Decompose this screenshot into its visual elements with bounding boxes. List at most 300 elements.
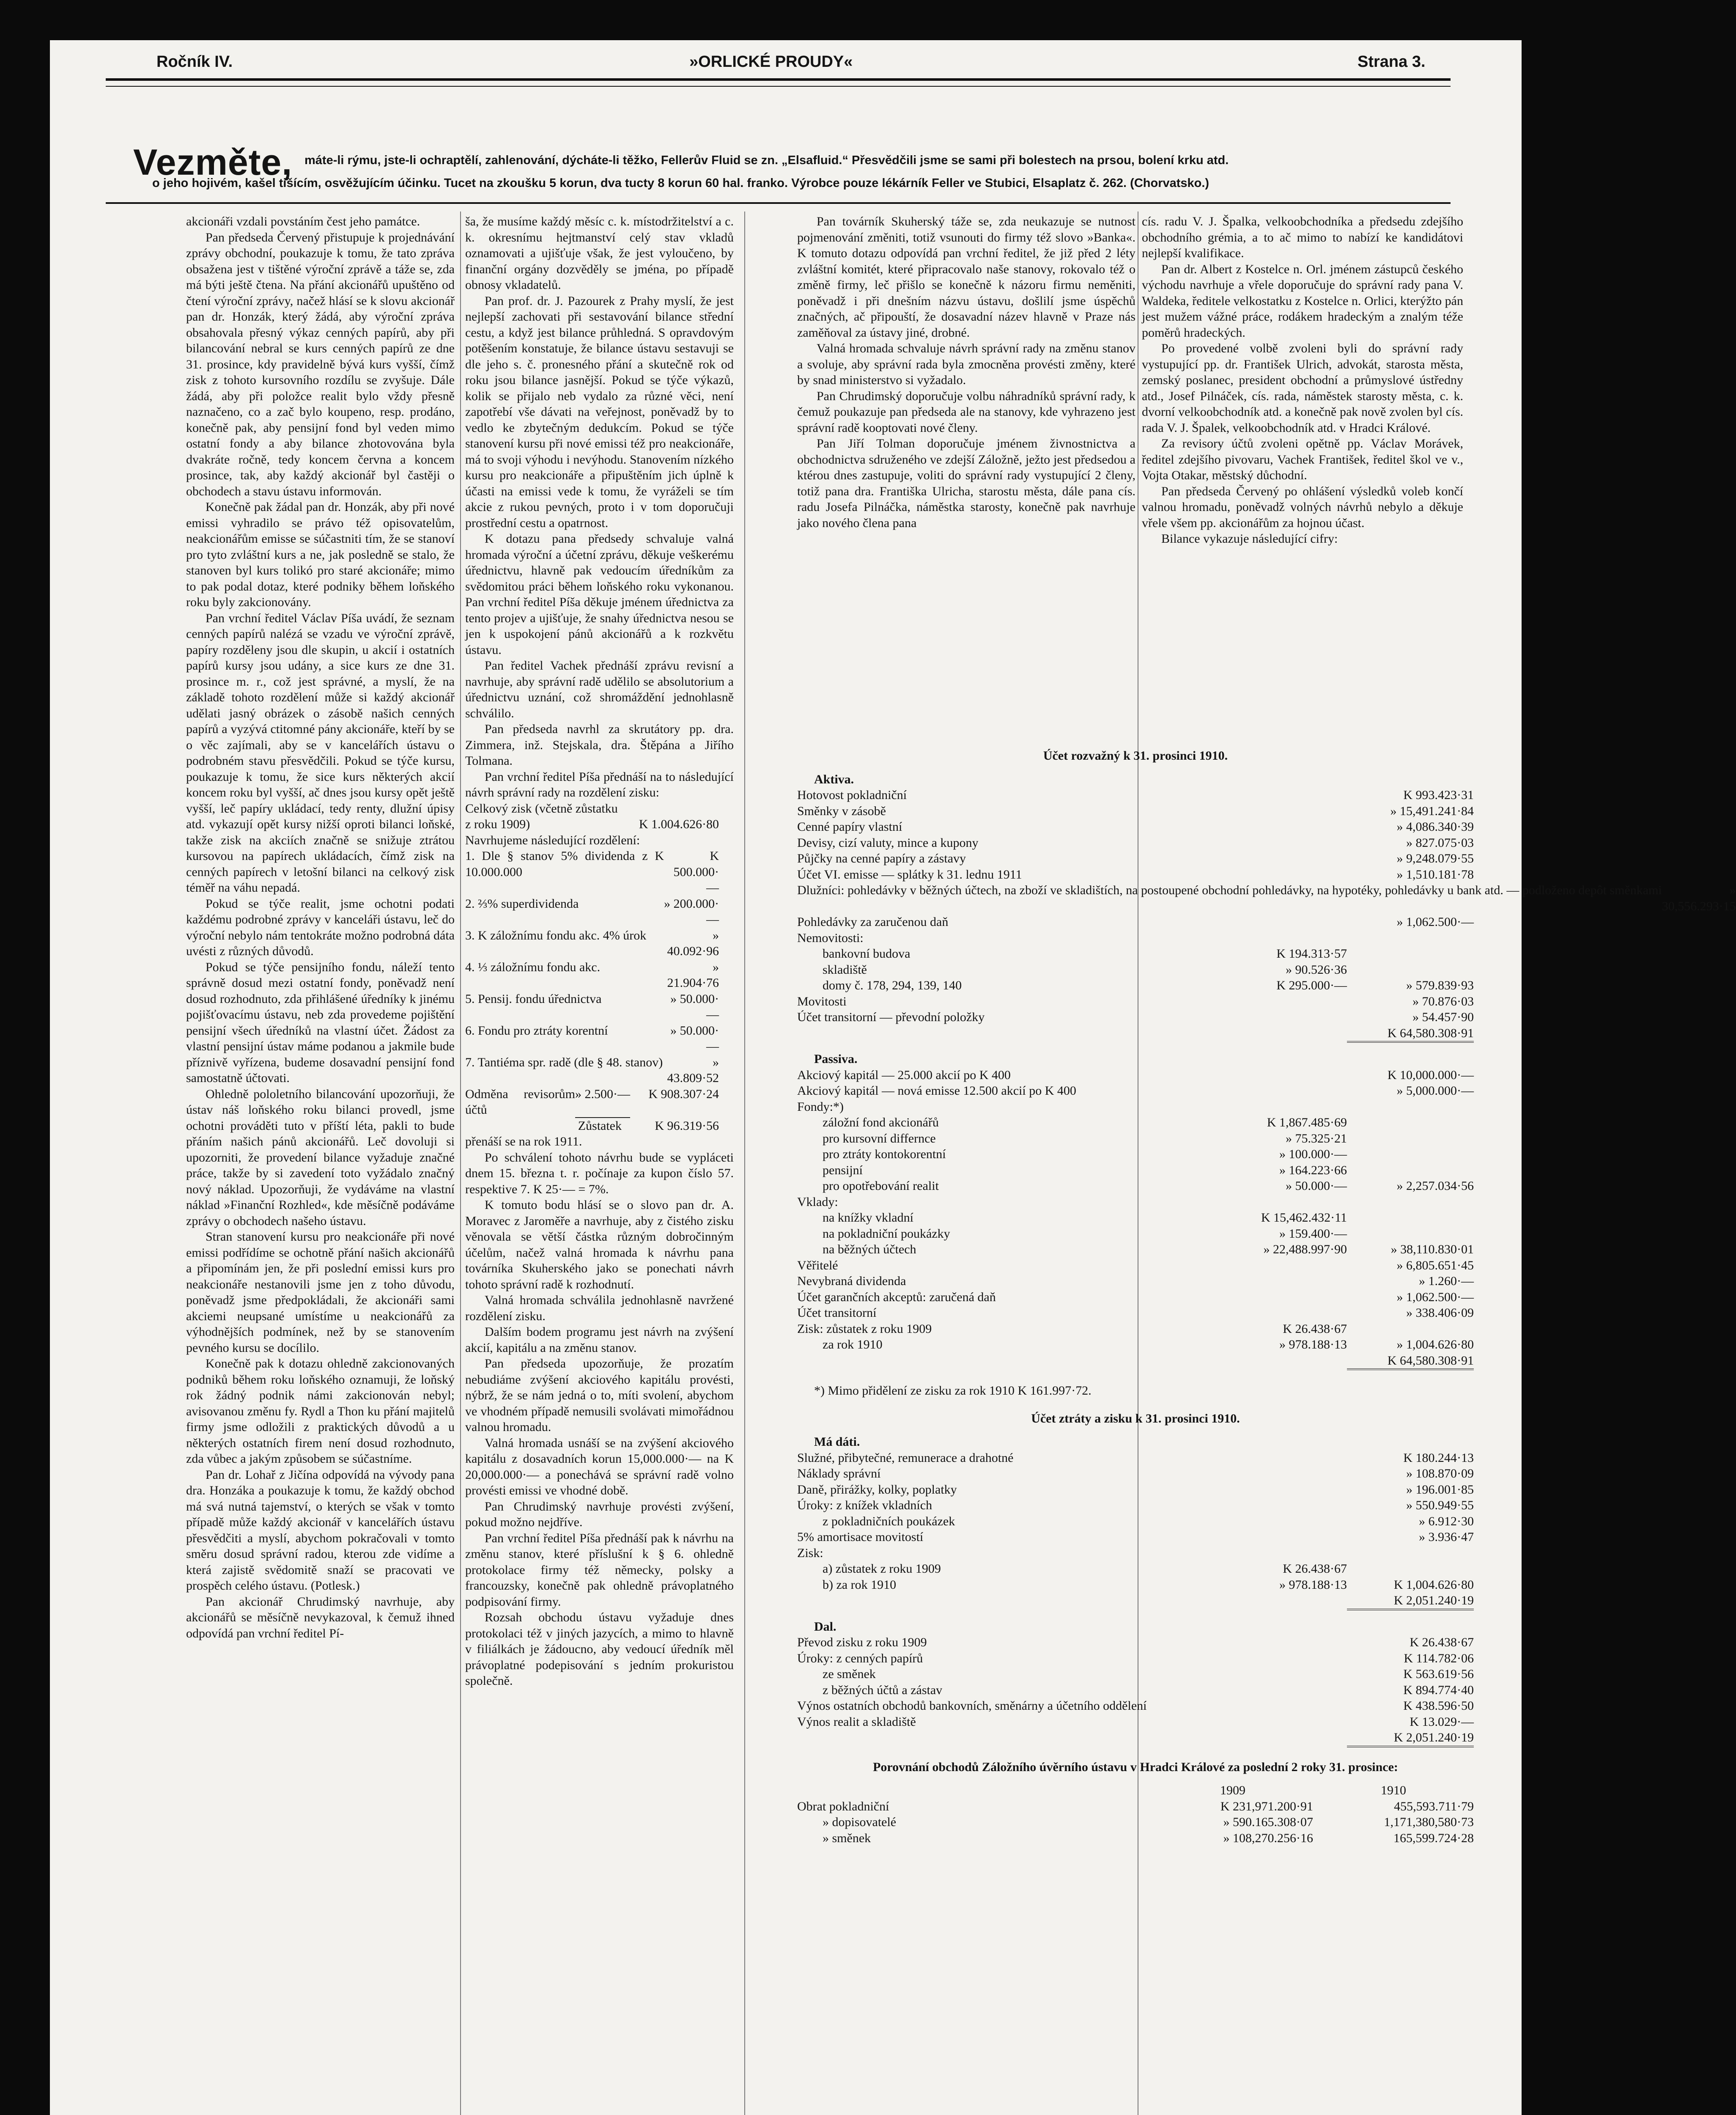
profit-total-value: K 1.004.626·80 — [639, 817, 719, 831]
row-value: » 827.075·03 — [1406, 835, 1474, 850]
column-divider — [744, 212, 745, 2115]
row-value: » 6,805.651·45 — [1396, 1258, 1474, 1272]
row-label: Akciový kapitál — nová emisse 12.500 akcií po K 400 — [797, 1084, 1076, 1098]
debit-table — [797, 1450, 1474, 1610]
row-subvalue — [1220, 1083, 1347, 1099]
paragraph: Rozsah obchodu ústavu vyžaduje dnes protokolaci též v jiných jazycích, a mimo to hlavně v filiálkách je žádoucno, aby vedoucí úředník měl právoplatné podepisování s jedním prokuristou společně. — [465, 1610, 734, 1688]
financial-statements — [797, 736, 1736, 1846]
row-label: Movitosti — [797, 994, 847, 1008]
row-value: » 9,248.079·55 — [1396, 851, 1474, 865]
row-subvalue — [1220, 1545, 1347, 1561]
row-subvalue — [1220, 1482, 1347, 1498]
row-subvalue: » 90.526·36 — [1286, 962, 1347, 977]
row-subvalue — [1220, 1682, 1347, 1698]
table-row — [797, 1226, 1474, 1242]
row-value: » 196.001·85 — [1406, 1482, 1474, 1497]
row-value — [1347, 1210, 1474, 1226]
table-row — [797, 1730, 1474, 1747]
row-value: » 30,556.293·15 — [1662, 883, 1736, 913]
row-label: pro ztráty kontokorentní — [823, 1147, 946, 1161]
paragraph: Pan akcionář Chrudimský navrhuje, aby akcionářů se měsíčně nevykazoval, k čemuž ihned odpovídá pan vrchní ředitel Pí- — [186, 1594, 455, 1640]
table-row — [797, 1698, 1474, 1714]
header-rule — [106, 78, 1451, 87]
paragraph: Ohledně pololetního bilancování upozorňuji, že ústav náš loňského roku bilanci provedl, jsme ochotni prováděti tuto v příští léta, pakli to bude přáním našich pánů akcionářů. Leč dovoluji si upozorniti, že provedení bilance vyžaduje značné práce, takže by si zavedení toto vyžádalo značný nový náklad. Upozorňuji, že vydáváme na vlastní náklad »Finanční Rozhled«, kde měsíčně podáváme zprávy o obchodech našeho ústavu. — [186, 1087, 455, 1228]
row-label — [797, 1353, 1220, 1371]
advert-rule — [106, 202, 1451, 204]
profit-rest-label: Zůstatek — [578, 1118, 622, 1133]
table-row — [797, 1634, 1474, 1651]
paragraph: Pan Chrudimský navrhuje provésti zvýšení, pokud možno nejdříve. — [465, 1499, 734, 1529]
row-value: » 54.457·90 — [1412, 1010, 1474, 1024]
row-label: Cenné papíry vlastní — [797, 820, 902, 834]
balance-footnote: *) Mimo přidělení ze zisku za rok 1910 K 161.997·72. — [814, 1384, 1092, 1398]
row-subvalue — [1220, 1353, 1347, 1371]
table-row — [797, 1497, 1474, 1513]
row-subvalue — [1220, 835, 1347, 851]
table-row — [797, 1593, 1474, 1610]
row-value: K 64,580.308·91 — [1347, 1025, 1474, 1043]
table-row — [797, 1258, 1474, 1274]
row-subvalue — [1220, 1714, 1347, 1730]
row-value: K 563.619·56 — [1403, 1667, 1474, 1681]
row-subvalue — [1220, 1289, 1347, 1305]
row-label: na běžných účtech — [823, 1242, 916, 1256]
column-3 — [797, 214, 1135, 531]
row-subvalue — [1220, 819, 1347, 835]
paragraph: ša, že musíme každý měsíc c. k. místodržitelství a c. k. okresnímu hejtmanství celý stav vkladů oznamovati a ujišťuje však, že jest vyloučeno, by finanční orgány dozvěděly se jména, po případě obnosy vkladatelů. — [465, 214, 734, 292]
row-label: » dopisovatelé — [823, 1815, 897, 1829]
paragraph: Pan Jiří Tolman doporučuje jménem živnostnictva a obchodnictva sdruženého ve zdejší Záložně, ježto jest předsedou a ktérou dnes zastupuje, voliti do správní rady vystupující 2 členy, totiž pana dra. Františka Ulricha, starostu města, dále pana cís. radu Josefa Pilnáčka, náměstka starosty, konečně pak navrhuje jako nového člena pana — [797, 437, 1135, 530]
profit-item: 4. ⅓ záložnímu fondu akc. — [465, 960, 601, 974]
table-row — [797, 1561, 1474, 1577]
row-label: Vklady: — [797, 1195, 838, 1209]
row-subvalue — [1220, 1194, 1347, 1210]
row-subvalue — [1220, 1529, 1347, 1545]
row-subvalue — [1220, 803, 1347, 819]
row-value — [1347, 1561, 1474, 1577]
profit-item-value: » 40.092·96 — [667, 928, 719, 958]
row-subvalue: » 22,488.997·90 — [1263, 1242, 1347, 1256]
row-label: Výnos ostatních obchodů bankovních, směnárny a účetního oddělení — [797, 1699, 1147, 1713]
advertisement — [106, 142, 1451, 199]
paragraph: Pan dr. Albert z Kostelce n. Orl. jménem zástupců českého východu navrhuje a vřele doporučuje do správní rady pana V. Waldeka, ředitele velkostatku z Kostelce n. Orlici, kterýžto pán jest mužem vážné práce, rodákem hradeckým a znalým téže poměrů hradeckých. — [1142, 262, 1463, 340]
row-label: Účet transitorní — [797, 1306, 877, 1320]
paragraph: Pan předseda navrhl za skrutátory pp. dra. Zimmera, inž. Stejskala, dra. Štěpána a Jiřího Tolmana. — [465, 722, 734, 768]
row-value: 165,599.724·28 — [1393, 1831, 1474, 1845]
row-subvalue: K 15,462.432·11 — [1261, 1211, 1347, 1225]
row-subvalue: K 231,971.200·91 — [1220, 1799, 1313, 1813]
row-label: pro kursovní differnce — [823, 1131, 936, 1145]
row-label: na knížky vkladní — [823, 1211, 913, 1225]
profit-item: 6. Fondu pro ztráty korentní — [465, 1023, 608, 1038]
credit-table — [797, 1634, 1474, 1747]
table-row — [797, 1482, 1474, 1498]
table-row — [797, 867, 1474, 883]
row-label: Úroky: z cenných papírů — [797, 1651, 923, 1665]
row-subvalue — [1220, 1099, 1347, 1115]
row-subvalue — [1220, 1634, 1347, 1651]
loss-title: Účet ztráty a zisku k 31. prosinci 1910. — [1031, 1411, 1240, 1426]
row-label: Akciový kapitál — 25.000 akcií po K 400 — [797, 1068, 1011, 1082]
paragraph: Pan předseda Červený přistupuje k projednávání zprávy obchodní, poukazuje k tomu, že tato zpráva obsažena jest v tištěné výroční zprávě a táže se, zda má býti ještě čtena. Na přání akcionářů upuštěno od čtení výroční zprávy, načež hlásí se k slovu akcionář pan dr. Honzák, který žádá, aby výroční zpráva obsahovala přesný výkaz cenných papírů, aby při bilancování nebral se kurs cenných papírů ze dne 31. prosince, kdy pravidelně bývá kurs vyšší, čímž zisk z tohoto kursovního rozdílu se zvyšuje. Dále žádá, aby při položce realit bylo vždy přesně naznačeno, co a zač bylo koupeno, resp. prodáno, konečně pak, aby pensijní fond byl veden mimo ostatní fondy a aby bilance zhotovována byla dvakráte ročně, tedy koncem června a koncem prosince, tak, aby každý akcionář byl častěji o obchodech a stavu ústavu informován. — [186, 230, 455, 498]
table-row — [797, 1529, 1474, 1545]
row-value: » 15,491.241·84 — [1390, 804, 1474, 818]
row-value: 455,593.711·79 — [1394, 1799, 1474, 1813]
row-label: Úroky: z knížek vkladních — [797, 1498, 932, 1512]
profit-total-label: Celkový zisk (včetně zůstatku — [465, 801, 618, 816]
row-subvalue — [1220, 930, 1347, 946]
row-value: » 1,510.181·78 — [1396, 867, 1474, 882]
assets-table — [797, 787, 1736, 1043]
paragraph: Stran stanovení kursu pro neakcionáře při nové emissi podřídíme se ochotně přání našich akcionářů a připomínám jen, že při poslední emissi kurs pro neakcionáře nestanovili jsme jen z toho důvodu, poněvadž jsme předpokládali, že akcionáři sami akciemi neupsané umístíme u neakcionářů za výhodnějších podmínek, než by se stanovením pevného kursu se docílilo. — [186, 1230, 455, 1355]
row-label — [797, 1730, 1220, 1747]
row-value: » 550.949·55 — [1406, 1498, 1474, 1512]
row-label: pensijní — [823, 1163, 863, 1177]
row-label — [797, 1025, 1220, 1043]
profit-item-value: » 21.904·76 — [667, 960, 719, 990]
profit-item-value: K 500.000·— — [673, 849, 719, 895]
row-value: » 6.912·30 — [1419, 1514, 1474, 1528]
row-label: » směnek — [823, 1831, 871, 1845]
table-row — [797, 914, 1474, 930]
table-row — [797, 1025, 1474, 1043]
row-value: K 993.423·31 — [1403, 788, 1474, 802]
paragraph: Konečně pak žádal pan dr. Honzák, aby při nové emissi vyhradilo se právo též opisovatelům, neakcionářům emisse se súčastniti tím, že se stanoví pro tyto zvláštní kurs a ne, jak posledně se stalo, že stanoven byl kurs tolikó pro staré akcionáře; mimo to pak podal dotaz, které podniky během loňského roku byly zakcionovány. — [186, 500, 455, 609]
paragraph: K dotazu pana předsedy schvaluje valná hromada výroční a účetní zprávu, děkuje veškerému úřednictvu, hlavně pak vedoucím úředníkům za svědomitou práci během loňského roku vykonanou. Pan vrchní ředitel Píša děkuje jménem úřednictva za tento projev a ujišťuje, že snahy úřednictva nesou se jen k uspokojení pánů akcionářů a k rozkvětu ústavu. — [465, 532, 734, 657]
row-subvalue — [1220, 1305, 1347, 1321]
row-value: K 10,000.000·— — [1387, 1068, 1474, 1082]
row-label: skladiště — [823, 962, 867, 977]
row-subvalue — [1220, 1466, 1347, 1482]
row-value: K 26.438·67 — [1410, 1635, 1474, 1649]
table-row — [797, 1289, 1474, 1305]
row-value: » 38,110.830·01 — [1390, 1242, 1474, 1256]
profit-item: 5. Pensij. fondu úřednictva — [465, 992, 602, 1006]
row-value — [1347, 1321, 1474, 1337]
row-label: Převod zisku z roku 1909 — [797, 1635, 927, 1649]
row-subvalue: » 108,270.256·16 — [1223, 1831, 1313, 1845]
row-label: Směnky v zásobě — [797, 804, 886, 818]
row-value: » 338.406·09 — [1406, 1306, 1474, 1320]
row-value: K 2,051.240·19 — [1347, 1593, 1474, 1610]
row-value: K 180.244·13 — [1403, 1450, 1474, 1465]
row-subvalue: K 26.438·67 — [1283, 1321, 1347, 1336]
row-label: na pokladniční poukázky — [823, 1226, 950, 1241]
row-label: pro opotřebování realit — [823, 1179, 939, 1193]
compare-table — [797, 1799, 1474, 1846]
table-row — [797, 978, 1474, 994]
table-row — [797, 1067, 1474, 1083]
paragraph: Pan vrchní ředitel Píša přednáší pak k návrhu na změnu stanov, které příslušní k § 6. ohledně protokolace firmy též německy, polsky a francouzsky, konečně pak ohledně právoplatného podpisování firmy. — [465, 1531, 734, 1609]
table-row — [797, 1513, 1474, 1530]
row-subvalue: K 1,867.485·69 — [1267, 1115, 1347, 1129]
row-subvalue: K 194.313·57 — [1276, 947, 1347, 961]
row-label: Nemovitosti: — [797, 931, 864, 945]
table-row — [797, 1115, 1474, 1131]
row-value: » 1,062.500·— — [1396, 1290, 1474, 1304]
row-value — [1347, 1099, 1474, 1115]
column-divider — [460, 212, 461, 2115]
row-value: 1,171,380,580·73 — [1384, 1815, 1474, 1829]
credit-heading: Dal. — [814, 1619, 836, 1634]
row-label: Dlužníci: pohledávky v běžných účtech, na zboží ve skladištích, na postoupené obchodní pohledávky, na hypotéky, pohledávky u bank atd. — podloženo depôt směnkami — [797, 883, 1662, 897]
row-value: » 5,000.000·— — [1396, 1084, 1474, 1098]
compare-title: Porovnání obchodů Záložního úvěrního ústavu v Hradci Králové za poslední 2 roky 31. prosince: — [873, 1760, 1398, 1774]
advert-line-1: máte-li rýmu, jste-li ochraptělí, zahlenování, dýcháte-li těžko, Fellerův Fluid se zn. „Elsafluid.“ Přesvědčili jsme se sami při bolestech na prsou, bolení krku atd. — [304, 154, 1229, 167]
table-row — [797, 1466, 1474, 1482]
table-row — [797, 819, 1474, 835]
table-row — [797, 1353, 1474, 1371]
table-row — [797, 787, 1474, 803]
paragraph: Za revisory účtů zvoleni opětně pp. Václav Morávek, ředitel zdejšího pivovaru, Vachek František, ředitel škol ve v., Vojta Otakar, městský důchodní. — [1142, 437, 1463, 482]
table-row — [797, 803, 1474, 819]
profit-item: 2. ⅔% superdividenda — [465, 896, 579, 911]
table-row — [797, 1682, 1474, 1698]
table-row — [797, 946, 1474, 962]
profit-item: 1. Dle § stanov 5% dividenda z K 10.000.000 — [465, 849, 664, 879]
row-value: » 1.260·— — [1419, 1274, 1474, 1288]
liabilities-heading: Passiva. — [814, 1052, 858, 1066]
paragraph: Po provedené volbě zvoleni byli do správní rady vystupující pp. dr. František Ulrich, advokát, starosta města, zemský poslanec, president obchodní a průmyslové ústředny atd., Josef Pilnáček, cís. rada, náměstek starosty města, c. k. dvorní velkoobchodník atd. a konečně pak nově zvolen byl cís. rada V. J. Špalek, velkoobchodník atd. v Hradci Králové. — [1142, 341, 1463, 435]
row-label: Náklady správní — [797, 1467, 881, 1480]
row-subvalue — [1220, 851, 1347, 867]
table-row — [797, 1321, 1474, 1337]
table-row — [797, 994, 1474, 1010]
table-row — [797, 835, 1474, 851]
newspaper-title: »ORLICKÉ PROUDY« — [689, 53, 853, 71]
row-label: Devisy, cizí valuty, mince a kupony — [797, 835, 979, 850]
profit-subtotal: K 908.307·24 — [648, 1087, 719, 1101]
paragraph: Bilance vykazuje následující cifry: — [1161, 532, 1338, 546]
table-row — [797, 1450, 1474, 1466]
table-row — [797, 1131, 1474, 1147]
paragraph: Pan dr. Lohař z Jičína odpovídá na vývody pana dra. Honzáka a poukazuje k tomu, že každý obchod má svá nutná tajemství, o kterých se však v tomto případě může každý akcionář v kancelářích ústavu přesvědčiti a myslí, abychom pokračovali v tomto směru dosud správní radou, kterou zde vidíme a která zajistě svědomitě snaží se pracovati ve prospěch celého ústavu. (Potlesk.) — [186, 1467, 455, 1593]
table-row — [797, 1194, 1474, 1210]
row-subvalue — [1220, 867, 1347, 883]
row-value — [1347, 1545, 1474, 1561]
row-value — [1347, 1131, 1474, 1147]
row-subvalue — [1220, 787, 1347, 803]
row-label: Obrat pokladniční — [797, 1799, 889, 1813]
assets-heading: Aktiva. — [814, 772, 854, 786]
paragraph: Pan Chrudimský doporučuje volbu náhradníků správní rady, k čemuž poukazuje pan předseda ale na stanovy, kde vyhrazeno jest správní radě kooptovati nové členy. — [797, 389, 1135, 435]
row-value: » 3.936·47 — [1419, 1530, 1474, 1544]
row-value: » 579.839·93 — [1406, 978, 1474, 992]
profit-item: 3. K záložnímu fondu akc. 4% úrok — [465, 928, 647, 942]
row-subvalue: K 295.000·— — [1276, 978, 1347, 992]
table-row — [797, 1242, 1474, 1258]
row-value: K 114.782·06 — [1404, 1651, 1474, 1665]
profit-rest-value: K 96.319·56 — [655, 1118, 719, 1133]
row-label: ze směnek — [823, 1667, 876, 1681]
row-value: K 438.596·50 — [1403, 1699, 1474, 1713]
advert-line-2: o jeho hojivém, kašel tišícím, osvěžujícím účinku. Tucet na zkoušku 5 korun, dva tucty 8 korun 60 hal. franko. Výrobce pouze lékárník Feller ve Stubici, Elsaplatz č. 262. (Chorvatsko.) — [152, 176, 1209, 190]
row-label: domy č. 178, 294, 139, 140 — [823, 978, 962, 992]
profit-item-value: » 43.809·52 — [667, 1055, 719, 1085]
balance-title: Účet rozvažný k 31. prosinci 1910. — [1043, 749, 1228, 763]
paragraph: Konečně pak k dotazu ohledně zakcionovaných podniků během roku loňského oznamuji, že loňský rok žádný podnik námi zakcionován nebyl; avisovanou změnu fy. Rydl a Thon ku přání majitelů firmy jsme odložili z praktických důvodů a u některých ostatních firem není dosud rozhodnuto, zda vůbec a jakým způsobem se súčastníme. — [186, 1357, 455, 1466]
paragraph: K tomuto bodu hlásí se o slovo pan dr. A. Moravec z Jaroměře a navrhuje, aby z čistého zisku věnovala se větší částka různým dobročinným účelům, načež valná hromada k návrhu pana továrníka Skuherského jako se ponechati návrh tohoto správní radě k rozhodnutí. — [465, 1198, 734, 1291]
row-value: K 1,004.626·80 — [1393, 1577, 1474, 1592]
paragraph: Pan prof. dr. J. Pazourek z Prahy myslí, že jest nejlepší zachovati při sestavování bilance střední cestu, a když jest bilance průhledná. S opravdovým potěšením konstatuje, že bilance ústavu sestavuji se dle jeho s. č. pronesného přání a skutečně rok od roku jsou bilance jasnější. Pokud se týče výkazů, kolik se přijalo neb vydalo za různé věci, není zapotřebí vše dávati na veřejnost, poněvadž by to vedlo ke zbytečným dedukcím. Pokud se týče stanovení kursu při nové emissi též pro neakcionáře, má to svoji výhodu i nevýhodu. Stanovením nízkého kursu pro neakcionáře a připuštěním jich úplně k účasti na emissi vede k tomu, že vyráželi se tím akcie z rukou pevných, proto i v tom doporučuji prostřední cestu a opatrnost. — [465, 294, 734, 530]
row-subvalue: » 100.000·— — [1279, 1147, 1347, 1161]
row-subvalue: » 75.325·21 — [1286, 1131, 1347, 1145]
row-value: K 64,580.308·91 — [1347, 1353, 1474, 1371]
row-label: Nevybraná dividenda — [797, 1274, 906, 1288]
row-label: Fondy:*) — [797, 1099, 844, 1114]
row-label: Účet garančních akceptů: zaručená daň — [797, 1290, 996, 1304]
row-subvalue: » 978.188·13 — [1279, 1338, 1347, 1351]
row-label: Půjčky na cenné papíry a zástavy — [797, 851, 966, 865]
row-label: 5% amortisace movitostí — [797, 1530, 924, 1544]
paragraph: Pan předseda upozorňuje, že prozatím nebudiáme zvýšení akciového kapitálu provésti, nýbrž, že se nám jedná o to, míti svolení, abychom ve vhodném případě nemusili svolávati mimořádnou valnou hromadu. — [465, 1357, 734, 1434]
paragraph: Valná hromada schválila jednohlasně navržené rozdělení zisku. — [465, 1293, 734, 1323]
liabilities-table — [797, 1067, 1474, 1371]
row-value: » 70.876·03 — [1412, 994, 1474, 1008]
profit-heading: Navrhujeme následující rozdělení: — [465, 833, 640, 847]
row-label: Daně, přirážky, kolky, poplatky — [797, 1482, 957, 1497]
row-label: bankovní budova — [823, 947, 911, 961]
profit-rest-note: přenáší se na rok 1911. — [465, 1134, 582, 1148]
row-label: b) za rok 1910 — [823, 1577, 897, 1592]
row-subvalue: » 159.400·— — [1279, 1226, 1347, 1241]
row-label: Věřitelé — [797, 1258, 838, 1272]
table-row — [797, 1210, 1474, 1226]
row-subvalue — [1220, 1651, 1347, 1667]
row-subvalue — [1220, 1258, 1347, 1274]
column-2 — [465, 214, 734, 1689]
paragraph: Pan vrchní ředitel Václav Píša uvádí, že seznam cenných papírů nalézá se vzadu ve výroční zprávě, papíry rozděleny jsou dle skupin, u akcií i ostatních papírů kursy jsou udány, a sice kurs ze dne 31. prosince m. r., což jest správné, a myslí, že na základě tohoto rozdělení může si každý akcionář udělati jasný obrázek o zásobě našich cenných papírů a vyzývá ctitomné pány akcionáře, kteří by se o věc zajímali, aby se v kancelářích ústavu o podrobném stavu přesvědčili. Pokud se týče kursu, poukazuje k tomu, že sice kurs některých akcií koncem roku byl vyšší, ač dnes jsou kursy opět ještě vyšší, leč papíry ukládací, tedy renty, dlužní úpisy atd. vykazují opět kursy nižší oproti bilanci loňské, takže zisk na akciích značně se snižuje ztrátou kursovou na papírech ukládacích, čímž zisk na cenných papírech v letošní bilanci na celkový zisk téměř na váhu nepadá. — [186, 611, 455, 895]
compare-years — [797, 1783, 1474, 1799]
table-row — [797, 1830, 1474, 1846]
row-subvalue: » 50.000·— — [1286, 1179, 1347, 1193]
row-value: K 894.774·40 — [1403, 1683, 1474, 1697]
row-value: » 1,062.500·— — [1396, 915, 1474, 929]
profit-total-year: z roku 1909) — [465, 817, 530, 831]
table-row — [797, 1714, 1474, 1730]
row-value — [1347, 962, 1474, 978]
profit-distribution — [465, 801, 719, 1150]
paragraph: Pan předseda Červený po ohlášení výsledků voleb končí valnou hromadu, poněvadž volných návrhů nebylo a děkuje vřele všem pp. akcionářům za hojnou účast. — [1142, 484, 1463, 530]
column-4 — [1142, 214, 1463, 547]
row-subvalue: K 26.438·67 — [1283, 1562, 1347, 1576]
row-subvalue — [1220, 1593, 1347, 1610]
row-value — [1347, 930, 1474, 946]
row-label: Hotovost pokladniční — [797, 788, 907, 802]
table-row — [797, 1577, 1474, 1593]
row-value — [1347, 946, 1474, 962]
paragraph: Pan ředitel Vachek přednáší zprávu revisní a navrhuje, aby správní radě udělilo se absolutorium a úřednictvu uznání, což shromáždění jednohlasně schválilo. — [465, 659, 734, 720]
paragraph: akcionáři vzdali povstáním čest jeho památce. — [186, 214, 420, 228]
row-label: a) zůstatek z roku 1909 — [823, 1562, 941, 1576]
table-row — [797, 1273, 1474, 1289]
row-label: Výnos realit a skladiště — [797, 1714, 916, 1729]
row-label: z pokladničních poukázek — [823, 1514, 955, 1528]
row-label: Zisk: — [797, 1546, 823, 1560]
profit-item-value: » 50.000·— — [670, 992, 719, 1022]
row-value: » 2,257.034·56 — [1396, 1179, 1474, 1193]
row-label: Zisk: zůstatek z roku 1909 — [797, 1321, 932, 1336]
row-subvalue: » 164.223·66 — [1279, 1163, 1347, 1177]
row-subvalue — [1220, 1698, 1347, 1714]
row-value — [1347, 1194, 1474, 1210]
row-subvalue — [1220, 1730, 1347, 1747]
row-value: K 2,051.240·19 — [1347, 1730, 1474, 1747]
paragraph: Dalším bodem programu jest návrh na zvýšení akcií, kapitálu a na změnu stanov. — [465, 1325, 734, 1355]
table-row — [797, 1651, 1474, 1667]
table-row — [797, 851, 1474, 867]
row-subvalue: » 978.188·13 — [1279, 1577, 1347, 1592]
profit-item-value: » 200.000·— — [664, 896, 719, 926]
table-row — [797, 1099, 1474, 1115]
volume-label: Ročník IV. — [156, 53, 233, 71]
row-value — [1347, 1162, 1474, 1178]
row-subvalue — [1220, 994, 1347, 1010]
row-subvalue — [1220, 1009, 1347, 1025]
row-label: záložní fond akcionářů — [823, 1115, 939, 1129]
paragraph: Po schválení tohoto návrhu bude se vypláceti dnem 15. března t. r. počínaje za kupon číslo 57. respektive 7. K 25·— = 7%. — [465, 1150, 734, 1196]
table-row — [797, 1009, 1474, 1025]
row-value: » 1,004.626·80 — [1396, 1338, 1474, 1351]
paragraph: cís. radu V. J. Špalka, velkoobchodníka a předsedu zdejšího obchodního grémia, a to ač mimo to nabízí ke kandidátovi nejlepší kvalifikace. — [1142, 214, 1463, 260]
table-row — [797, 1799, 1474, 1815]
row-label: z běžných účtů a zástav — [823, 1683, 943, 1697]
table-row — [797, 1178, 1474, 1194]
profit-item-value: » 2.500·— — [575, 1086, 630, 1118]
compare-year-1: 1909 — [1220, 1783, 1245, 1797]
row-value — [1347, 1146, 1474, 1162]
column-1 — [186, 214, 455, 1641]
row-label — [797, 1593, 1220, 1610]
row-subvalue — [1220, 1067, 1347, 1083]
profit-item: Odměna revisorům účtů — [465, 1087, 575, 1117]
row-label: Pohledávky za zaručenou daň — [797, 915, 949, 929]
row-value — [1347, 1226, 1474, 1242]
paragraph: Valná hromada schvaluje návrh správní rady na změnu stanov a svoluje, aby správní rada byla zmocněna provésti změny, které by snad ministerstvo si vyžadalo. — [797, 341, 1135, 387]
row-value: » 4,086.340·39 — [1396, 820, 1474, 834]
table-row — [797, 882, 1736, 914]
row-value — [1347, 1115, 1474, 1131]
page-number: Strana 3. — [1358, 53, 1426, 71]
debit-heading: Má dáti. — [814, 1435, 860, 1449]
row-label: Účet VI. emisse — splátky k 31. lednu 1911 — [797, 867, 1022, 882]
table-row — [797, 1814, 1474, 1830]
table-row — [797, 930, 1474, 946]
row-subvalue — [1220, 1025, 1347, 1043]
row-label: Účet transitorní — převodní položky — [797, 1010, 985, 1024]
row-subvalue — [1220, 1666, 1347, 1682]
paragraph: Pan vrchní ředitel Píša přednáší na to následující návrh správní rady na rozdělení zisku: — [465, 769, 734, 799]
paragraph: Pokud se týče realit, jsme ochotni podati každému podrobné zprávy v kanceláři ústavu, leč do výroční nebylo nám tentokráte možno podrobná dáta uvésti z různých důvodů. — [186, 896, 455, 958]
row-subvalue — [1220, 1497, 1347, 1513]
paragraph: Pan továrník Skuherský táže se, zda neukazuje se nutnost pojmenování změniti, totiž vsunouti do firmy též slovo »Banka«. K tomuto dotazu odpovídá pan vrchní ředitel, že již před 2 léty zvláštní komitét, které připracovalo naše stanovy, rokovalo též o změně firmy, leč přišlo se konečně k názoru firmu neměniti, poněvadž i při dnešním názvu ústavu, došlilí jsme úspěchů značných, ač připouští, že dosavadní název hlavně v Praze nás zaměňoval za ústavy jiné, drobné. — [797, 214, 1135, 340]
table-row — [797, 962, 1474, 978]
profit-item-value: » 50.000·— — [670, 1023, 719, 1053]
row-subvalue — [1220, 914, 1347, 930]
advert-headline: Vezměte, — [133, 142, 293, 183]
table-row — [797, 1666, 1474, 1682]
row-label: za rok 1910 — [823, 1338, 883, 1351]
page-header — [106, 53, 1451, 78]
table-row — [797, 1545, 1474, 1561]
paragraph: Valná hromada usnáší se na zvýšení akciového kapitálu z dosavadních korun 15,000.000·— na K 20,000.000·— a ponechává se správní radě volno provésti emissi ve vhodné době. — [465, 1436, 734, 1497]
table-row — [797, 1162, 1474, 1178]
row-subvalue — [1220, 1450, 1347, 1466]
row-subvalue — [1220, 1513, 1347, 1530]
row-value: » 108.870·09 — [1406, 1467, 1474, 1480]
table-row — [797, 1305, 1474, 1321]
paragraph: Pokud se týče pensijního fondu, náleží tento správně dosud mezi ostatní fondy, poněvadž není dosud rozhodnuto, zda přihlášené úředníky k jinému pojišťovacímu ústavu, neb zda provedeme pojištění pensijní všech úředníků na vlastní účet. Žádost za vlastní pensijní ústav máme podanou a jakmile bude příznivě vyřízena, budeme dosavadní pensijní fond samostatně účtovati. — [186, 960, 455, 1085]
